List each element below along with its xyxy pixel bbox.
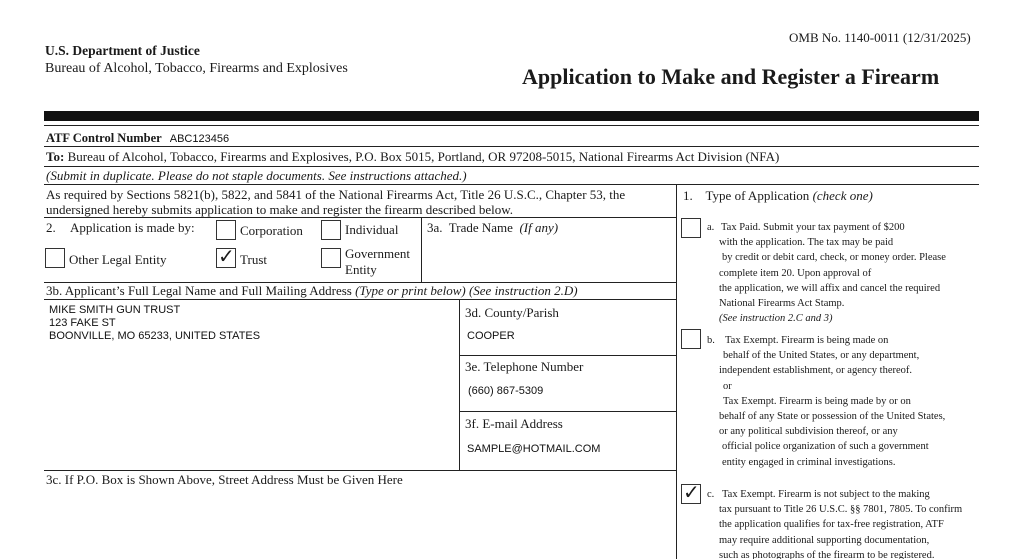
other-legal-entity-label: Other Legal Entity (69, 252, 167, 267)
applicant-name-label: 3b. Applicant’s Full Legal Name and Full Mailing Address (46, 283, 352, 298)
to-label: To: (46, 149, 65, 164)
government-entity-label (345, 246, 410, 277)
county-field[interactable]: COOPER (467, 330, 515, 342)
trust-label: Trust (240, 252, 267, 267)
option-b-letter: b. (707, 335, 715, 346)
option-a-line: Tax Paid. Submit your tax payment of $200 (721, 222, 905, 233)
submission-instructions: (Submit in duplicate. Please do not staple documents. See instructions attached.) (46, 168, 467, 183)
option-a-line: (See instruction 2.C and 3) (719, 313, 833, 325)
bureau-name: Bureau of Alcohol, Tobacco, Firearms and Explosives (45, 61, 348, 76)
item2-number: 2. (46, 220, 56, 235)
option-b-line: or (723, 380, 732, 392)
check-mark-icon: ✓ (683, 480, 700, 504)
option-c-line: the application qualifies for tax-free registration, ATF (719, 519, 944, 531)
tax-exempt-government-text (719, 333, 945, 470)
intro-line-1: As required by Sections 5821(b), 5822, and 5841 of the National Firearms Act, Title 26 U.S.C., Chapter 53, the (46, 187, 626, 202)
check-mark-icon: ✓ (218, 244, 235, 268)
individual-checkbox[interactable] (321, 220, 341, 240)
option-a-line: National Firearms Act Stamp. (719, 298, 845, 310)
trade-name-number: 3a. (427, 220, 443, 235)
item1-number: 1. (683, 188, 693, 203)
form-title: Application to Make and Register a Firearm (522, 64, 940, 89)
divider (459, 411, 676, 412)
email-label: 3f. E-mail Address (465, 416, 563, 431)
department-name: U.S. Department of Justice (45, 43, 200, 58)
divider (44, 184, 979, 185)
trade-name-title: Trade Name (448, 220, 513, 235)
tax-paid-checkbox[interactable] (681, 218, 701, 238)
corporation-label: Corporation (240, 223, 303, 238)
applicant-name-value: MIKE SMITH GUN TRUST (49, 304, 181, 316)
tax-exempt-not-subject-text (719, 487, 962, 559)
trust-checkbox[interactable] (216, 244, 236, 268)
street-address-field[interactable] (46, 490, 672, 556)
option-c-line: Tax Exempt. Firearm is not subject to the making (722, 489, 930, 500)
omb-number: OMB No. 1140-0011 (12/31/2025) (789, 30, 971, 45)
type-of-application-heading (683, 188, 873, 203)
intro-line-2: undersigned hereby submits application to make and register the firearm described below. (46, 202, 514, 217)
email-field[interactable]: SAMPLE@HOTMAIL.COM (467, 443, 601, 455)
control-number-row (46, 129, 290, 145)
tax-exempt-not-subject-checkbox[interactable] (681, 480, 701, 504)
government-label-line-1: Government (345, 246, 410, 261)
telephone-label: 3e. Telephone Number (465, 359, 584, 374)
divider (421, 217, 422, 282)
option-a-line: complete item 20. Upon approval of (719, 267, 872, 279)
government-entity-checkbox[interactable] (321, 248, 341, 268)
applicant-address-field[interactable] (49, 304, 449, 343)
item2-label: Application is made by: (70, 220, 195, 235)
option-b-line: or any political subdivision thereof, or any (719, 426, 898, 438)
applicant-name-note: (Type or print below) (See instruction 2.D) (355, 283, 578, 298)
option-c-line: such as photographs of the firearm to be registered. (719, 549, 935, 559)
option-b-line: Tax Exempt. Firearm is being made on (725, 335, 889, 346)
option-c-letter: c. (707, 489, 715, 500)
other-legal-entity-checkbox[interactable] (45, 248, 65, 268)
county-label: 3d. County/Parish (465, 305, 559, 320)
street-address-label: 3c. If P.O. Box is Shown Above, Street Address Must be Given Here (46, 472, 403, 487)
divider (459, 299, 460, 470)
option-a-line: the application, we will affix and cancel the required (719, 282, 941, 294)
option-c-line: tax pursuant to Title 26 U.S.C. §§ 7801, 7805. To confirm (719, 504, 963, 516)
trade-name-field[interactable] (425, 238, 673, 280)
individual-label: Individual (345, 222, 399, 237)
divider (459, 355, 676, 356)
trade-name-note: (If any) (519, 220, 559, 235)
option-a-line: with the application. The tax may be paid (719, 237, 894, 249)
to-address: Bureau of Alcohol, Tobacco, Firearms and Explosives, P.O. Box 5015, Portland, OR 97208-5015, National Firearms Act Division (NFA) (67, 149, 780, 164)
tax-paid-text (719, 220, 946, 326)
divider (44, 146, 979, 147)
divider (44, 299, 676, 300)
to-line (46, 149, 779, 164)
tax-exempt-government-checkbox[interactable] (681, 329, 701, 349)
option-b-line: Tax Exempt. Firearm is being made by or on (723, 395, 911, 407)
option-a-letter: a. (707, 222, 715, 233)
applicant-street-value: 123 FAKE ST (49, 317, 116, 329)
item1-label: Type of Application (705, 188, 810, 203)
option-a-line: by credit or debit card, check, or money order. Please (722, 252, 946, 264)
trade-name-label (427, 220, 558, 235)
option-b-line: independent establishment, or agency thereof. (719, 365, 913, 377)
intro-text (46, 187, 625, 217)
option-b-line: entity engaged in criminal investigations. (722, 456, 896, 468)
divider (44, 166, 979, 167)
item1-note: (check one) (812, 188, 873, 203)
option-b-line: behalf of any State or possession of the United States, (719, 411, 946, 423)
option-b-line: behalf of the United States, or any department, (723, 350, 920, 362)
header-rule (44, 111, 979, 121)
column-divider (676, 184, 677, 559)
corporation-checkbox[interactable] (216, 220, 236, 240)
divider (44, 125, 979, 126)
control-number-label: ATF Control Number (46, 131, 162, 145)
divider (44, 470, 676, 471)
applicant-city-value: BOONVILLE, MO 65233, UNITED STATES (49, 330, 261, 342)
option-c-line: may require additional supporting documentation, (719, 534, 930, 546)
option-b-line: official police organization of such a government (722, 441, 929, 453)
government-label-line-2: Entity (345, 262, 377, 277)
divider (44, 217, 676, 218)
control-number-field[interactable] (170, 133, 290, 145)
telephone-field[interactable]: (660) 867-5309 (468, 385, 544, 397)
applicant-name-heading (46, 283, 578, 298)
